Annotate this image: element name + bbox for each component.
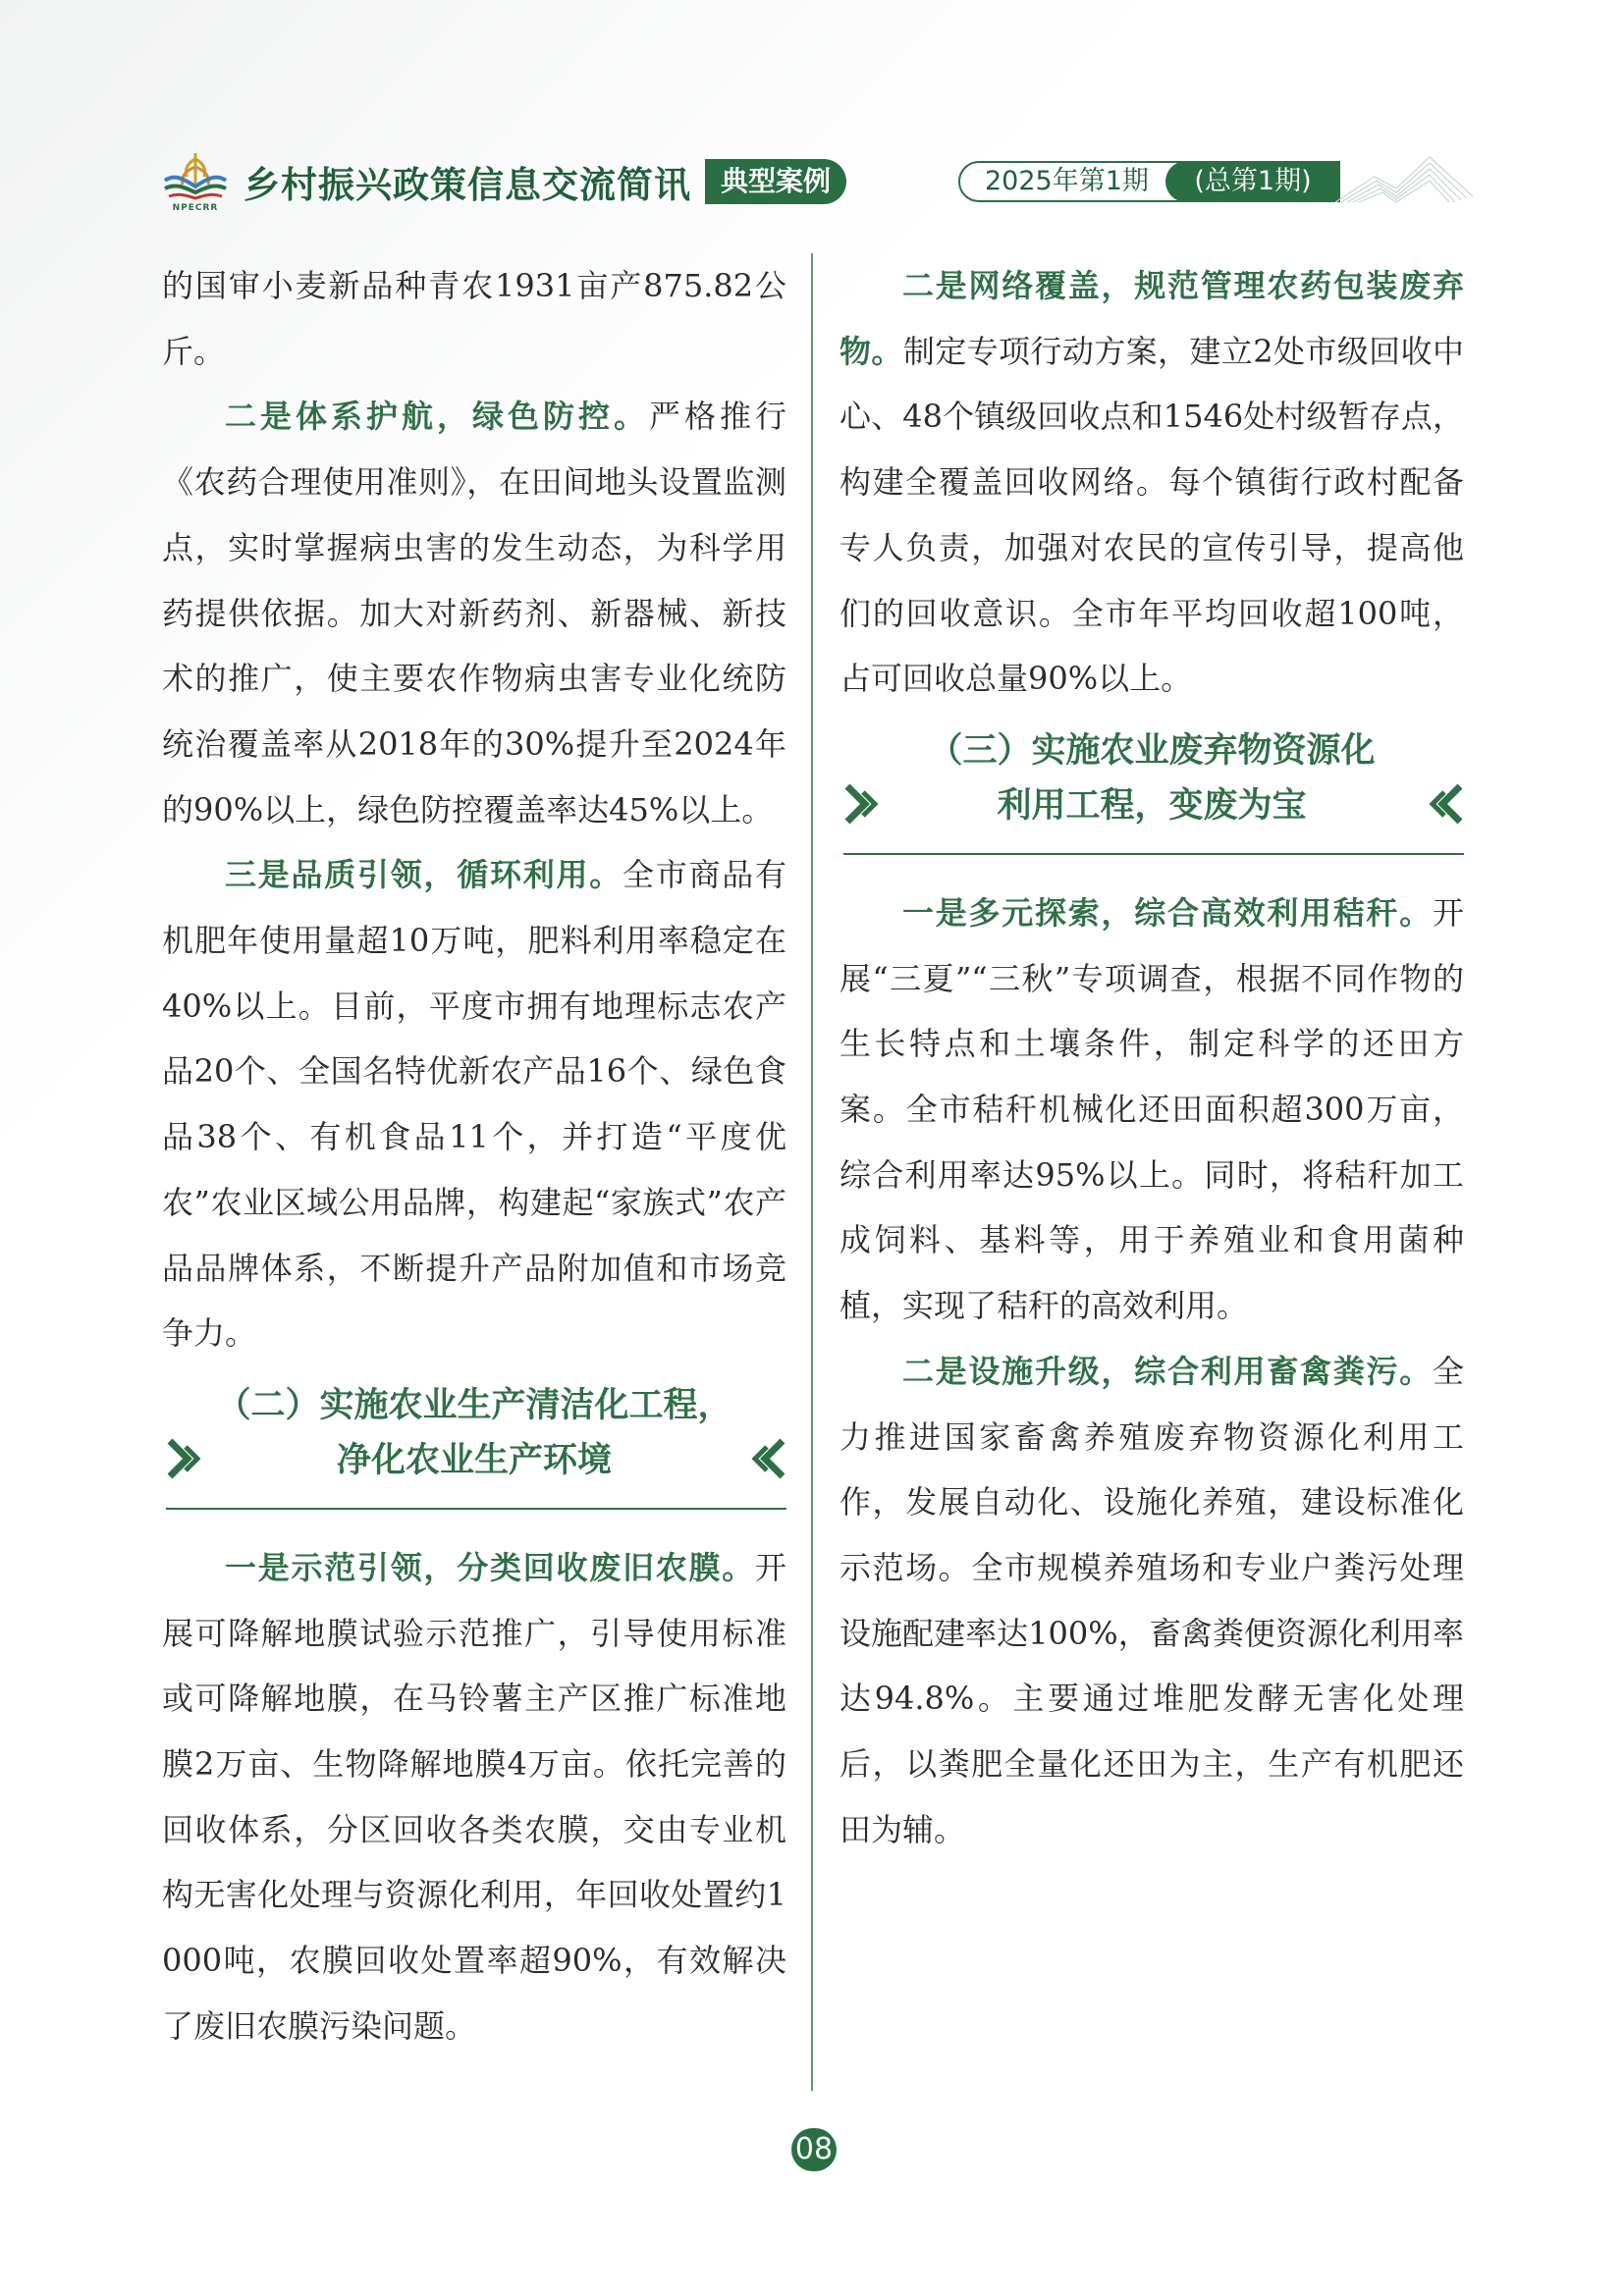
paragraph-lead: 二是网络覆盖，规范管理农药包装废弃物。 — [839, 267, 1464, 370]
paragraph-body: 全力推进国家畜禽养殖废弃物资源化利用工作，发展自动化、设施化养殖，建设标准化示范场。全市规模养殖场和专业户粪污处理设施配建率达100%，畜禽粪便资源化利用率达94.8%。主要通过堆肥发酵无害化处理后，以粪肥全量化还田为主，生产有机肥还田为辅。 — [839, 1352, 1464, 1848]
section-heading-line2: 净化农业生产环境 — [336, 1440, 612, 1480]
right-column — [839, 253, 1464, 1862]
chevron-left-icon — [1423, 780, 1464, 828]
paragraph: 的国审小麦新品种青农1931亩产875.82公斤。 — [162, 267, 786, 370]
section-heading-line1: （二）实施农业生产清洁化工程， — [216, 1385, 732, 1425]
left-column — [162, 253, 786, 2059]
logo-text: NPECRR — [172, 203, 219, 213]
paragraph-body: 严格推行《农药合理使用准则》，在田间地头设置监测点，实时掌握病虫害的发生动态，为科学用药提供依据。加大对新药剂、新器械、新技术的推广，使主要农作物病虫害专业化统防统治覆盖率从2018年的30%提升至2024年的90%以上，绿色防控覆盖率达45%以上。 — [162, 398, 786, 828]
paragraph — [162, 384, 786, 842]
category-tag: 典型案例 — [705, 159, 846, 204]
column-divider — [811, 253, 813, 2091]
paragraph-lead: 二是设施升级，综合利用畜禽粪污。 — [902, 1352, 1433, 1390]
chevron-left-icon — [745, 1435, 786, 1482]
paragraph — [839, 881, 1464, 1339]
chevron-right-icon — [166, 1435, 207, 1482]
paragraph-body: 全市商品有机肥年使用量超10万吨，肥料利用率稳定在40%以上。目前，平度市拥有地理标志农产品20个、全国名特优新农产品16个、绿色食品38个、有机食品11个，并打造“平度优农”农业区域公用品牌，构建起“家族式”农产品品牌体系，不断提升产品附加值和市场竞争力。 — [162, 856, 786, 1353]
section-underline — [166, 1508, 786, 1510]
paragraph — [162, 842, 786, 1366]
section-underline — [843, 853, 1464, 855]
issue-total: (总第1期) — [1165, 161, 1340, 202]
paragraph-body: 开展“三夏”“三秋”专项调查，根据不同作物的生长特点和土壤条件，制定科学的还田方案。全市秸秆机械化还田面积超300万亩，综合利用率达95%以上。同时，将秸秆加工成饲料、基料等，用于养殖业和食用菌种植，实现了秸秆的高效利用。 — [839, 893, 1464, 1325]
chevron-right-icon — [843, 780, 885, 828]
paragraph — [839, 1339, 1464, 1863]
paragraph — [839, 253, 1464, 712]
section-heading-line2: 利用工程，变废为宝 — [997, 785, 1307, 826]
issue-number: 2025年第1期 — [985, 166, 1149, 196]
paragraph-body: 开展可降解地膜试验示范推广，引导使用标准或可降解地膜，在马铃薯主产区推广标准地膜2万亩、生物降解地膜4万亩。依托完善的回收体系，分区回收各类农膜，交由专业机构无害化处理与资源化利用，年回收处置约1000吨，农膜回收处置率超90%，有效解决了废旧农膜污染问题。 — [162, 1548, 786, 2045]
page-number: 08 — [791, 2128, 837, 2171]
header — [0, 0, 1624, 236]
paragraph-lead: 一是示范引领，分类回收废旧农膜。 — [225, 1548, 755, 1586]
paragraph-lead: 三是品质引领，循环利用。 — [225, 856, 623, 894]
paragraph-lead: 二是体系护航，绿色防控。 — [225, 398, 649, 436]
section-heading — [839, 720, 1464, 879]
paragraph-lead: 一是多元探索，综合高效利用秸秆。 — [902, 893, 1433, 932]
paragraph — [162, 1535, 786, 2059]
mountain-decoration-icon — [1335, 137, 1473, 206]
section-heading — [162, 1374, 786, 1533]
paragraph-body: 制定专项行动方案，建立2处市级回收中心、48个镇级回收点和1546处村级暂存点，构建全覆盖回收网络。每个镇街行政村配备专人负责，加强对农民的宣传引导，提高他们的回收意识。全市年平均回收超100吨，占可回收总量90%以上。 — [839, 332, 1464, 698]
publication-title: 乡村振兴政策信息交流简讯 — [244, 164, 691, 206]
section-heading-line1: （三）实施农业废弃物资源化 — [928, 730, 1376, 771]
